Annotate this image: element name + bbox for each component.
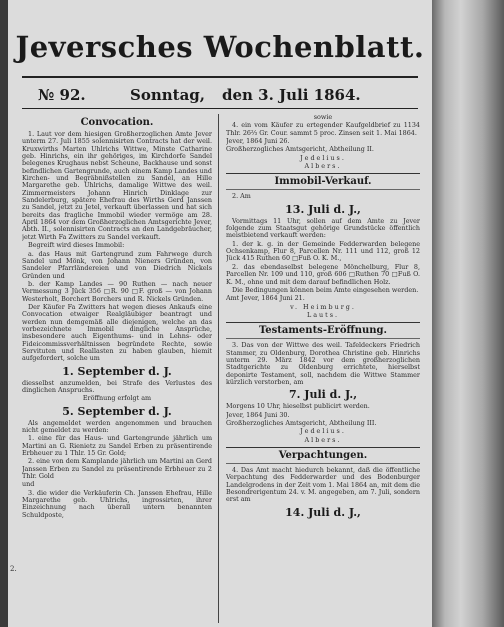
- newspaper-page: [8, 0, 432, 627]
- paragraph: Als angemeldet werden angenommen und brauchen nicht gemeldet zu werden:: [22, 418, 212, 435]
- paragraph: 2. das ebendaselbst belegene Mönchelburg, Flur 8, Parcellen Nr. 109 und 110, groß 606 □Ruthen 70 □Fuß O. K. M., ohne und mit dem darauf befindlichen Holz.: [226, 262, 420, 286]
- verpachtungen-heading: Verpachtungen.: [226, 447, 420, 464]
- paragraph: diesselbst anzumelden, bei Strafe des Verlustes des dinglichen Anspruchs.: [22, 378, 212, 394]
- signature: Albers.: [304, 162, 342, 171]
- paragraph: Großherzogliches Amtsgericht, Abtheilung III.: [226, 418, 377, 427]
- paragraph: 4. ein vom Käufer zu ertegender Kaufgeldbrief zu 1134 Thlr. 26⅔ Gr. Cour. sammt 5 proc. Zinsen seit 1. Mai 1864.: [226, 121, 420, 137]
- paragraph: Amt Jever, 1864 Juni 21.: [226, 294, 305, 303]
- paragraph: 3. Das von der Wittwe des weil. Tafeldeckers Friedrich Stammer, zu Oldenburg, Dorothea Christine geb. Hinrichs unterm 29. März 1842 vor dem großherzoglichen Stadtgerichte zu Oldenburg errichtete, hierselbst deponirte Testament, soll, nachdem die Wittwe Stammer kürzlich verstorben, am: [226, 341, 420, 386]
- paragraph: 1. Laut vor dem hiesigen Großherzoglichen Amte Jever unterm 27. Juli 1855 solennisirten Contracts hat der weil. Kruxwirths Marten Uhlrichs Wittwe, Minste Catharine geb. Hinrichs, ein ihr gehöriges, im Kirchdorfe Sandel belegenes Krughaus nebst Scheune, Backhause und sonst befindlichen Gartengrunde, auch einem Kamp Landes und Kirchen- und Begräbnißstellen zu Sandel, an Hille Margarethe geb. Uhlrichs, damalige Wittwe des weil. Zimmermeisters Johann Hinrich Dinklage zur Sandelerburg, spätere Ehefrau des Wirths Gerd Janssen zu Sandel, jetzt zu Jetel, verkauft überlassen und hat sich bereits das fragliche Immobil wieder vermöge am 28. April 1864 vor dem Großherzoglichen Amtsgerichte Jever, Abth. II., solennisirten Contracts an den Landgebräucher, jetzt Wirth Fa Zwitters zu Sandel verkauft.: [22, 130, 212, 241]
- issue-number: № 92.: [38, 86, 86, 104]
- book-spine: [432, 0, 504, 627]
- publication-date: 7. Juli d. J.,: [288, 388, 358, 402]
- margin-mark: 2.: [10, 565, 17, 573]
- left-column: [22, 114, 212, 627]
- masthead-title: Jeversches Wochenblatt.: [15, 30, 425, 64]
- paragraph: Eröffnung erfolgt am: [82, 394, 152, 403]
- convocation-heading: Convocation.: [80, 117, 154, 128]
- paragraph: 1. eine für das Haus- und Gartengrunde jährlich um Martini an G. Rienietz zu Sandel Erben zu präsentirende Erbheuer zu 1 Thlr. 15 Gr. Gold;: [22, 434, 212, 458]
- signature: Jedelius.: [300, 427, 346, 436]
- signature: Lauts.: [306, 310, 340, 319]
- paragraph: b. der Kamp Landes — 90 Ruthen — nach neuer Vermessung 3 Jück 356 □R. 90 □F. groß — von Johann Westerholt, Borchert Borchers und R. Nickels Gründen.: [22, 279, 212, 303]
- opening-date: 5. September d. J.: [62, 404, 172, 418]
- issue-date: den 3. Juli 1864.: [222, 86, 361, 104]
- paragraph: Großherzogliches Amtsgericht, Abtheilung II.: [226, 145, 374, 154]
- paragraph: Begreift wird dieses Immobil:: [28, 241, 125, 250]
- signature: Jedelius.: [300, 153, 346, 162]
- paragraph: 4. Das Amt macht hiedurch bekannt, daß die öffentliche Verpachtung des Fedderwarder und des Bodenburger Landelgrodens in der Zeit vom 1. Mai 1864 an, mit dem die Besondrerigentum 24. v. M. angegeben, am 7. Juli, sondern erst am: [226, 466, 420, 504]
- paragraph: 3. die wider die Verkäuferin Ch. Janssen Ehefrau, Hille Margarethe geb. Uhlrichs, ingrossirten, ihrer Einzeichnung nach überall untern benannten Schuldposte,: [22, 488, 212, 519]
- paragraph: Vormittags 11 Uhr, sollen auf dem Amte zu Jever folgende zum Staatsgut gehörige Grundstücke öffentlich meistbietend verkauft werden:: [226, 216, 420, 240]
- signature: v. Heimburg.: [290, 302, 356, 311]
- lease-date: 14. Juli d. J.,: [285, 505, 361, 519]
- paragraph: 2. Am: [232, 192, 251, 201]
- paragraph: Jever, 1864 Juni 26.: [226, 137, 290, 146]
- immobil-heading: Immobil-Verkauf.: [226, 173, 420, 190]
- paragraph: Der Käufer Fa Zwitters hat wegen dieses Ankaufs eine Convocation etwaiger Realgläubiger beantragt und werden nun demgemäß alle diejenigen, welche an das vorbezeichnete Immobil dingliche Ansprüche, insbesondere auch Eigenthums- und in Lehns- oder Fideicommissverhältnissen begründete Rechte, sowie Servituten und Reallasten zu haben glauben, hiemit aufgefordert, solche um: [22, 302, 212, 363]
- testament-heading: Testaments-Eröffnung.: [226, 322, 420, 339]
- paragraph: sowie: [313, 114, 333, 121]
- signature: Albers.: [304, 435, 342, 444]
- paragraph: 1. der k. g. in der Gemeinde Fedderwarden belegene Ochsenkamp, Flur 8, Parcellen Nr. 111 und 112, groß 12 Jück 415 Ruthen 60 □Fuß O. K. M.,: [226, 239, 420, 263]
- issue-rule: [22, 108, 418, 109]
- paragraph: Die Bedingungen können beim Amte eingesehen werden.: [232, 285, 419, 294]
- masthead-rule: [22, 76, 418, 78]
- paragraph: Morgens 10 Uhr, hieselbst publicirt werden.: [226, 402, 370, 411]
- issue-day: Sonntag,: [130, 86, 206, 104]
- paragraph: und: [22, 480, 35, 489]
- column-divider: [218, 114, 219, 623]
- paragraph: a. das Haus mit Gartengrund zum Fahrwege durch Sandel und Mönk, von Johann Nieners Gründen, von Sandeler Pfarrländereien und von Diedrich Nickels Gründen und: [22, 249, 212, 280]
- paragraph: Jever, 1864 Juni 30.: [226, 410, 290, 419]
- right-column: [226, 114, 420, 627]
- paragraph: 2. eine von dem Kamplande jährlich um Martini an Gerd Janssen Erben zu Sandel zu präsentirende Erbheuer zu 2 Thlr. Gold: [22, 457, 212, 481]
- deadline-date: 1. September d. J.: [62, 364, 172, 378]
- sale-date: 13. Juli d. J.,: [285, 202, 361, 216]
